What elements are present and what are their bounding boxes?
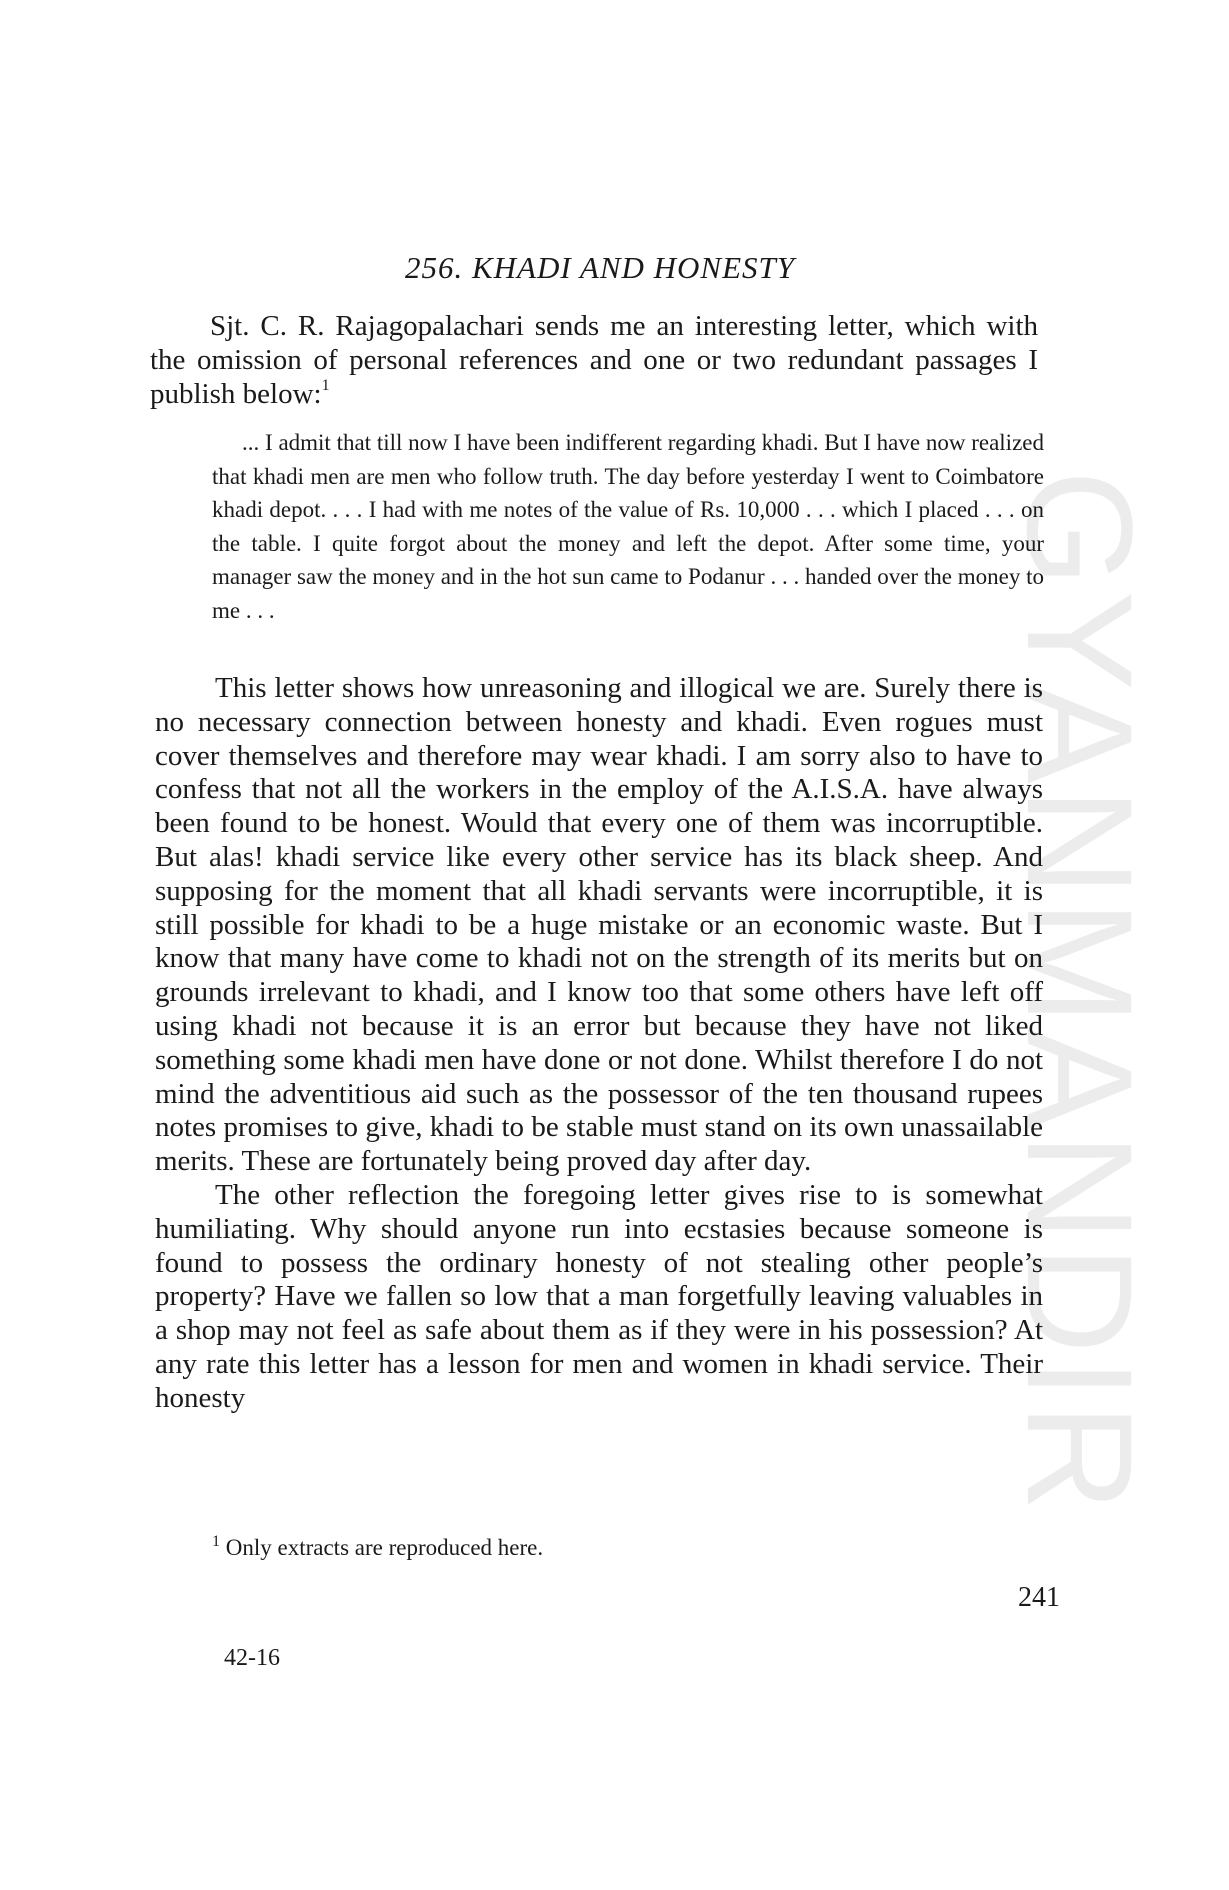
signature-mark: 42-16 [224,1645,280,1671]
article-title: 256. KHADI AND HONESTY [404,250,796,285]
body-paragraph: The other reflection the foregoing letter gives rise to is somewhat humiliating. Why should anyone run into ecstasies because someone is found to possess the ordinary honesty of not stealing other people’s property? Have we fallen so low that a man forgetfully leaving valuables in a shop may not feel as safe about them as if they were in his possession? At any rate this letter has a lesson for men and women in khadi service. Their honesty [155,1178,1043,1414]
footnote-marker: 1 [212,1533,220,1550]
footnote-text: Only extracts are reproduced here. [225,1535,544,1560]
page-number: 241 [1018,1582,1060,1613]
body-text [155,672,1043,1416]
lead-paragraph [150,310,1038,411]
letter-extract [212,426,1044,628]
lead-text: Sjt. C. R. Rajagopalachari sends me an interesting letter, which with the omission of personal references and one or two redundant passages I publish below: [150,310,1038,410]
body-paragraph: This letter shows how unreasoning and illogical we are. Surely there is no necessary connection between honesty and khadi. Even rogues must cover themselves and therefore may wear khadi. I am sorry also to have to confess that not all the workers in the employ of the A.I.S.A. have always been found to be honest. Would that every one of them was incorruptible. But alas! khadi service like every other service has its black sheep. And supposing for the moment that all khadi servants were incorruptible, it is still possible for khadi to be a huge mistake or an economic waste. But I know that many have come to khadi not on the strength of its merits but on grounds irrelevant to khadi, and I know too that some others have left off using khadi not because it is an error but because they have not liked something some khadi men have done or not done. Whilst therefore I do not mind the adventitious aid such as the possessor of the ten thousand rupees notes promises to give, khadi to be stable must stand on its own unassailable merits. These are fortunately being proved day after day. [155,672,1043,1178]
footnote-reference: 1 [321,376,330,394]
extract-text: ... I admit that till now I have been indifferent regarding khadi. But I have now realized that khadi men are men who follow truth. The day before yesterday I went to Coimbatore khadi depot. . . . I had with me notes of the value of Rs. 10,000 . . . which I placed . . . on the table. I quite forgot about the money and left the depot. After some time, your manager saw the money and in the hot sun came to Podanur . . . handed over the money to me . . . [212,430,1044,623]
footnote [212,1534,1012,1562]
watermark: GYANMANDIR [996,470,1164,1516]
